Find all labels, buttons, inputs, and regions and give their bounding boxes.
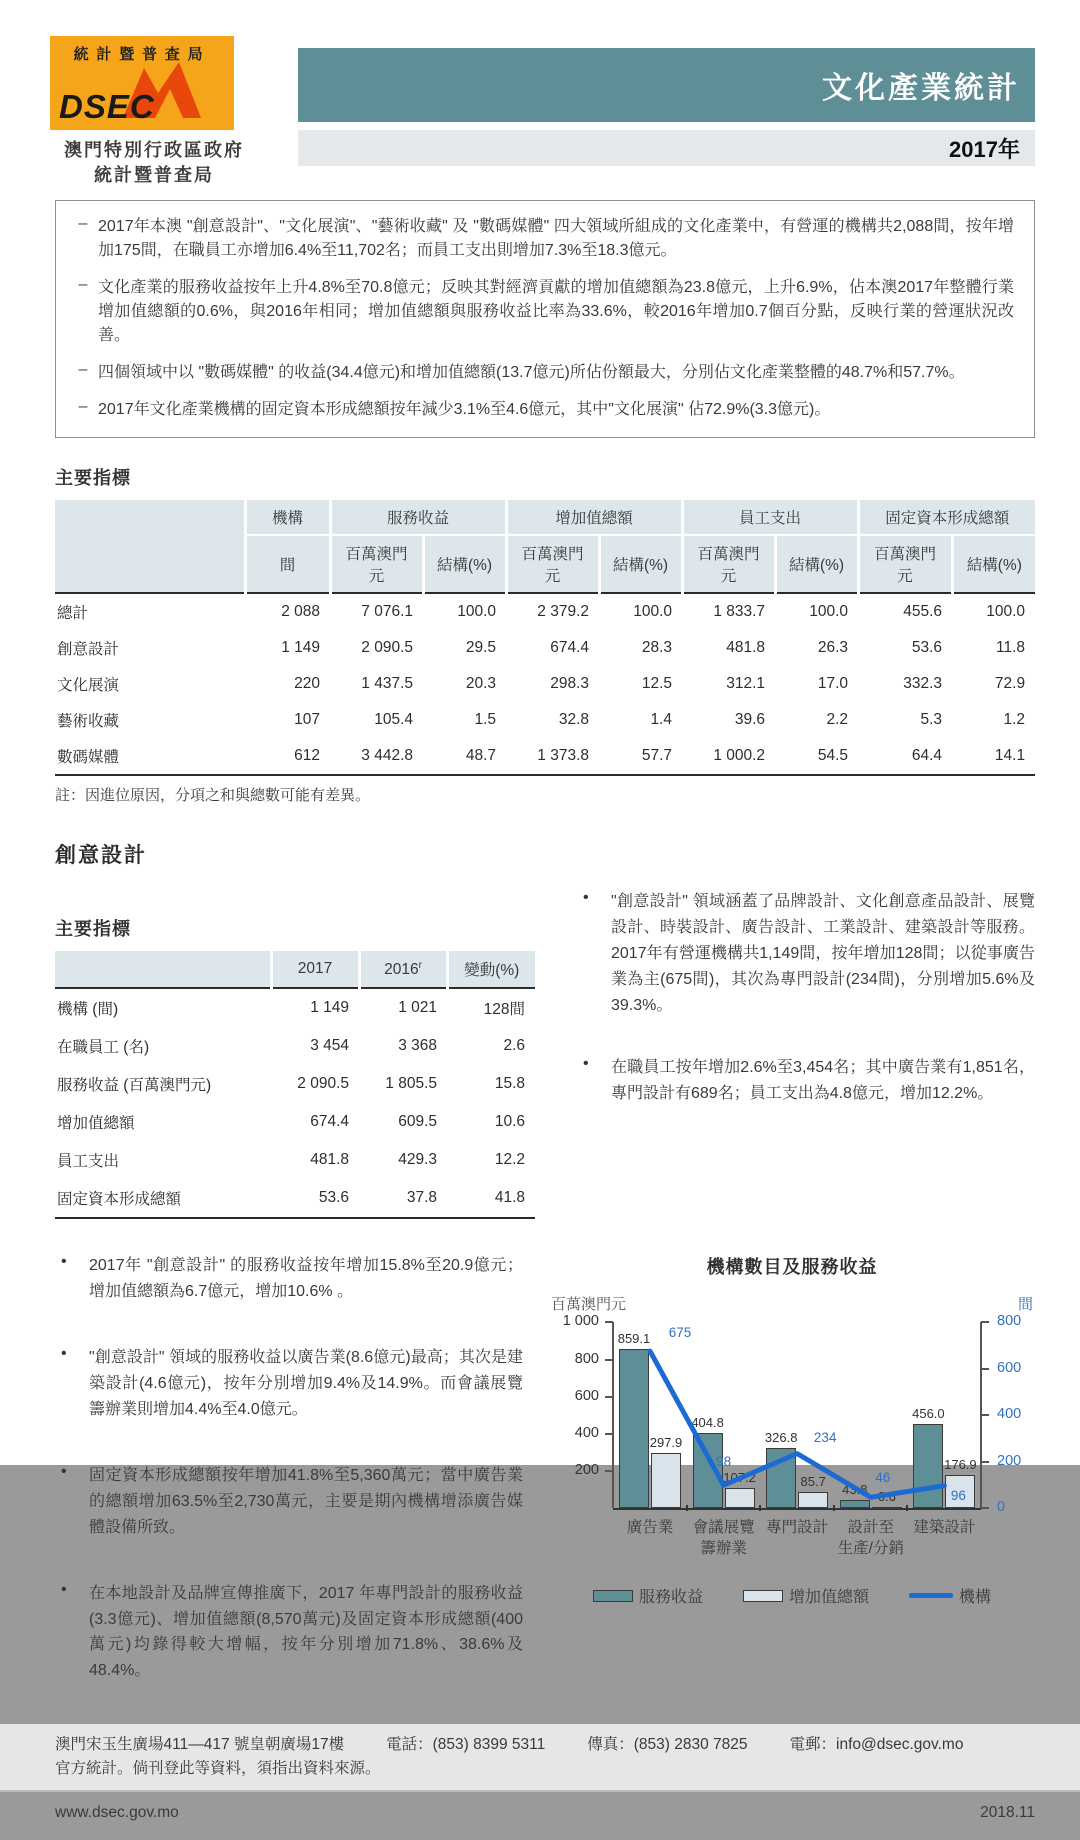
category-label: 廣告業 [626,1519,674,1537]
analysis-bullet-text: "創意設計" 領域的服務收益以廣告業(8.6億元)最高；其次是建築設計(4.6億元)，按年分別增加9.4%及14.9%。而會議展覽籌辦業則增加4.4%至4.0億元。 [89,1349,523,1418]
footer-official-note: 官方統計。倘刊登此等資料，須指出資料來源。 [55,1760,381,1778]
cell-value: 1.5 [474,711,497,729]
row-label: 固定資本形成總額 [57,1191,182,1209]
bar-value-label: 107.2 [723,1470,756,1486]
analysis-bullets-col [55,1253,523,1724]
cell-value: 612 [294,747,320,765]
cell-value: 128間 [483,1001,525,1019]
col-group-gross-value-added: 增加值總額 [506,500,682,535]
summary-bullet-text: 文化產業的服務收益按年上升4.8%至70.8億元；反映其對經濟貢獻的增加值總額為23.8億元，上升6.9%，佔本澳2017年整體行業增加值總額的0.6%，與2016年相同；增加值總額與服務收益比率為33.6%，較2016年增加0.7個百分點，反映行業的營運狀況改善。 [98,279,1014,345]
legend-gross-value-added: 增加值總額 [743,1584,869,1607]
summary-box [55,200,1035,438]
cell-value: 57.7 [641,747,673,765]
row-label: 總計 [57,605,89,623]
cell-value: 5.3 [920,711,943,729]
col-group-service-receipts: 服務收益 [330,500,506,535]
report-year: 2017年 [949,136,1020,162]
bar-value-label: 297.9 [649,1434,683,1450]
row-label: 機構 (間) [57,1001,119,1019]
cell-value: 41.8 [494,1189,525,1207]
col-2017: 2017 [271,951,359,988]
line-value-label: 46 [875,1469,891,1485]
subheader-mop: 百萬澳門元 [858,535,952,593]
cell-value: 1 833.7 [713,603,766,621]
analysis-bullet [55,1581,523,1685]
left-axis-tick [605,1321,613,1323]
left-axis-tick [605,1470,613,1472]
bar-gross-value-added [798,1492,828,1508]
cell-value: 2 090.5 [361,639,413,657]
row-label: 服務收益 (百萬澳門元) [57,1077,212,1095]
dsec-logo-box [50,36,234,130]
creative-design-top-region [55,889,1035,1219]
note-bullet-text: 在職員工按年增加2.6%至3,454名；其中廣告業有1,851名，專門設計有689名；員工支出為4.8億元，增加12.2%。 [611,1058,1035,1102]
note-bullet-text: "創意設計" 領域涵蓋了品牌設計、文化創意產品設計、展覽設計、時裝設計、廣告設計、工業設計、建築設計等服務。2017年有營運機構共1,149間，按年增加128間；以從事廣告業為主(675間)，其次為專門設計(234間)，分別增加5.6%及39.3%。 [611,893,1035,1014]
cell-value: 32.8 [558,711,590,729]
cell-value: 455.6 [903,603,943,621]
table-row [55,1103,535,1141]
chart-plot-area [549,1313,1035,1568]
left-axis-tick-label: 800 [574,1350,599,1367]
table-row [55,1141,535,1179]
summary-bullet [68,361,1014,385]
line-value-label: 98 [716,1453,732,1469]
analysis-bullet [55,1463,523,1541]
subheader-pct: 結構(%) [775,535,858,593]
baseline-group-tick [906,1505,908,1511]
cell-value: 53.6 [911,639,943,657]
line-value-label: 96 [950,1488,966,1504]
cell-value: 29.5 [465,639,497,657]
subheader-mop: 百萬澳門元 [506,535,599,593]
table-row [55,1027,535,1065]
table-row [55,593,1035,630]
bar-gross-value-added [651,1453,681,1508]
page-header [0,0,1080,188]
bar-value-label: 456.0 [912,1405,945,1421]
cell-value: 3 442.8 [361,747,413,765]
category-label: 專門設計 [766,1519,829,1537]
cell-value: 220 [294,675,320,693]
cell-value: 37.8 [406,1189,437,1207]
cell-value: 1 437.5 [361,675,413,693]
table-row [55,1065,535,1103]
axis-unit-labels [551,1293,1033,1314]
col-group-gross-fixed-capital: 固定資本形成總額 [858,500,1035,535]
logo-acronym: DSEC [59,88,155,125]
cell-value: 15.8 [494,1075,525,1093]
year-band [298,130,1035,166]
creative-design-notes-col [577,889,1035,1219]
cell-value: 1 149 [310,999,349,1017]
footer-contact-line [55,1733,1035,1757]
bullet-marker: • [61,1253,67,1271]
chart-title: 機構數目及服務收益 [706,1257,878,1278]
main-indicators-title: 主要指標 [55,468,131,489]
logo-subtitle [48,138,260,188]
cell-value: 100.0 [633,603,673,621]
cell-value: 12.5 [641,675,673,693]
subheader-pct: 結構(%) [952,535,1035,593]
cell-value: 14.1 [994,747,1026,765]
chart-legend [549,1584,1035,1607]
dash-marker: – [78,398,88,416]
cell-value: 1 805.5 [385,1075,437,1093]
note-bullet [577,1055,1035,1107]
cell-value: 332.3 [903,675,943,693]
right-axis-tick-label: 800 [997,1313,1022,1330]
main-indicators-table [55,500,1035,776]
summary-bullet-text: 2017年本澳 "創意設計"、"文化展演"、"藝術收藏" 及 "數碼媒體" 四大領域所組成的文化產業中，有營運的機構共2,088間，按年增加175間，在職員工亦增加6.4%至11,702名；而員工支出則增加7.3%至18.3億元。 [98,218,1014,260]
cell-value: 2 090.5 [297,1075,349,1093]
col-group-institutions: 機構 [245,500,330,535]
row-label: 員工支出 [57,1153,120,1171]
table-row [55,666,1035,702]
cell-value: 48.7 [465,747,497,765]
cell-value: 100.0 [986,603,1026,621]
cell-value: 72.9 [994,675,1026,693]
bar-value-label: 859.1 [617,1330,651,1346]
legend-swatch-line [909,1593,953,1598]
footer-issue-date: 2018.11 [980,1804,1035,1822]
analysis-bullet [55,1253,523,1305]
dash-marker: – [78,215,88,233]
bullet-marker: • [61,1345,67,1363]
left-axis-unit: 百萬澳門元 [551,1296,627,1314]
cell-value: 1 373.8 [537,747,590,765]
cell-value: 17.0 [817,675,849,693]
left-axis-line [612,1322,614,1508]
chart-col [549,1253,1035,1724]
legend-swatch-dark-bar [593,1590,633,1602]
left-axis-tick [605,1359,613,1361]
bar-service-receipts [619,1349,649,1509]
table-note: 註：因進位原因，分項之和與總數可能有差異。 [55,787,371,805]
logo-subtitle-line2: 統計暨普查局 [94,165,214,186]
col-group-staff-expenses: 員工支出 [682,500,858,535]
right-axis-tick-label: 600 [997,1359,1022,1376]
subheader-pct: 結構(%) [423,535,506,593]
cell-value: 2.6 [503,1037,525,1055]
bar-value-label: 326.8 [764,1429,798,1445]
row-label: 增加值總額 [57,1115,135,1133]
cell-value: 26.3 [817,639,849,657]
bar-service-receipts [766,1448,796,1509]
left-axis-tick-label: 1 000 [562,1313,599,1330]
row-label: 創意設計 [57,641,120,659]
table-corner-cell [55,951,271,988]
summary-bullet [68,398,1014,422]
header-right [298,36,1035,188]
right-axis-unit: 間 [1017,1296,1033,1314]
footer-bottom-row [0,1792,1080,1840]
left-axis-tick-label: 200 [574,1462,599,1479]
row-label: 在職員工 (名) [57,1039,150,1057]
x-axis-baseline [613,1508,981,1510]
cell-value: 609.5 [398,1113,437,1131]
legend-institutions: 機構 [909,1584,991,1607]
cell-value: 674.4 [310,1113,349,1131]
bar-value-label: 6.6 [877,1489,896,1505]
bar-value-label: 85.7 [800,1474,826,1490]
cell-value: 7 076.1 [361,603,413,621]
cell-value: 3 368 [398,1037,437,1055]
table-row [55,630,1035,666]
dash-marker: – [78,276,88,294]
analysis-bullet-text: 在本地設計及品牌宣傳推廣下，2017 年專門設計的服務收益(3.3億元)、增加值總額(8,570萬元)及固定資本形成總額(400萬元)均錄得較大增幅，按年分別增加71.8%、38.6%及48.4%。 [89,1584,523,1680]
creative-design-bottom-region [55,1253,1035,1724]
cell-value: 107 [294,711,320,729]
cell-value: 11.8 [996,639,1026,657]
bar-gross-value-added [725,1488,755,1508]
bar-value-label: 176.9 [944,1457,977,1473]
legend-service-receipts: 服務收益 [593,1584,703,1607]
dash-marker: – [78,361,88,379]
category-label: 建築設計 [913,1519,976,1537]
cell-value: 1.4 [650,711,673,729]
cell-value: 2.2 [826,711,849,729]
left-axis-tick-label: 400 [574,1424,599,1441]
cell-value: 1 021 [398,999,437,1017]
table-row [55,1179,535,1218]
line-value-label: 234 [813,1429,837,1445]
summary-bullet-text: 2017年文化產業機構的固定資本形成總額按年減少3.1%至4.6億元，其中"文化展演" 佔72.9%(3.3億元)。 [98,401,831,419]
analysis-bullet [55,1345,523,1423]
bar-service-receipts [913,1424,943,1509]
creative-design-title: 創意設計 [55,844,147,868]
logo-bureau-name: 統計暨普查局 [73,46,211,63]
logo-subtitle-line1: 澳門特別行政區政府 [64,140,244,160]
summary-bullet [68,215,1014,263]
row-label: 數碼媒體 [57,749,120,767]
cell-value: 674.4 [550,639,590,657]
creative-design-table-col [55,889,535,1219]
right-axis-tick [981,1321,989,1323]
cell-value: 2 088 [281,603,320,621]
chart-institutions-and-receipts [549,1253,1035,1607]
table-row [55,702,1035,738]
right-axis-tick [981,1368,989,1370]
table-row [55,988,535,1027]
line-value-label: 675 [668,1325,692,1341]
right-axis-tick [981,1461,989,1463]
report-title: 文化產業統計 [822,72,1020,105]
legend-swatch-light-bar [743,1590,783,1602]
cell-value: 481.8 [310,1151,349,1169]
sub-table-title: 主要指標 [55,919,131,940]
footer-website: www.dsec.gov.mo [55,1804,179,1822]
bullet-marker: • [583,889,589,907]
right-axis-tick-label: 400 [997,1406,1022,1423]
analysis-bullet-text: 固定資本形成總額按年增加41.8%至5,360萬元；當中廣告業的總額增加63.5%至2,730萬元，主要是期內機構增添廣告媒體設備所致。 [89,1466,523,1536]
category-label: 設計至 生產/分銷 [837,1519,904,1557]
row-label: 藝術收藏 [57,713,120,731]
cell-value: 105.4 [374,711,413,729]
cell-value: 1 149 [281,639,320,657]
cell-value: 429.3 [398,1151,437,1169]
bar-value-label: 404.8 [691,1415,724,1431]
left-axis-tick [605,1433,613,1435]
cell-value: 39.6 [734,711,766,729]
right-axis-tick-label: 0 [997,1499,1006,1516]
col-change: 變動(%) [447,951,535,988]
col-2016: 2016$^r$ [359,951,447,988]
baseline-group-tick [686,1505,688,1511]
cell-value: 10.6 [494,1113,525,1131]
cell-value: 64.4 [911,747,943,765]
row-label: 文化展演 [57,677,120,695]
footer-email: 電郵：info@dsec.gov.mo [789,1736,964,1754]
summary-bullet-text: 四個領域中以 "數碼媒體" 的收益(34.4億元)和增加值總額(13.7億元)所佔份額最大，分別佔文化產業整體的48.7%和57.7%。 [98,364,965,382]
footer-address: 澳門宋玉生廣場411—417 號皇朝廣場17樓 [55,1736,345,1754]
cell-value: 54.5 [817,747,849,765]
dsec-logo [48,36,270,188]
cell-value: 1 000.2 [713,747,766,765]
cell-value: 1.2 [1003,711,1026,729]
subheader-mop: 百萬澳門元 [682,535,775,593]
analysis-bullet-text: 2017年 "創意設計" 的服務收益按年增加15.8%至20.9億元；增加值總額為6.7億元，增加10.6% 。 [89,1257,523,1301]
footer-contact-band [0,1724,1080,1792]
cell-value: 2 379.2 [537,603,590,621]
left-axis-tick [605,1396,613,1398]
right-axis-tick-label: 200 [997,1452,1022,1469]
footer-phone: 電話：(853) 8399 5311 [386,1736,546,1754]
title-banner [298,48,1035,122]
category-label: 會議展覽 籌辦業 [692,1519,755,1557]
cell-value: 100.0 [809,603,849,621]
bullet-marker: • [61,1580,67,1598]
cell-value: 12.2 [494,1151,525,1169]
cell-value: 100.0 [457,603,497,621]
baseline-group-tick [833,1505,835,1511]
subheader-mop: 百萬澳門元 [330,535,423,593]
bar-gross-value-added [872,1507,902,1509]
footer-fax: 傳真：(853) 2830 7825 [587,1736,748,1754]
cell-value: 53.6 [318,1189,349,1207]
bullet-marker: • [583,1054,589,1072]
cell-value: 20.3 [465,675,497,693]
bullet-marker: • [61,1462,67,1480]
subheader-unit: 間 [245,535,330,593]
cell-value: 28.3 [641,639,673,657]
subheader-pct: 結構(%) [599,535,682,593]
cell-value: 312.1 [726,675,766,693]
cell-value: 298.3 [550,675,590,693]
bar-service-receipts [693,1433,723,1508]
right-axis-tick [981,1414,989,1416]
bar-service-receipts [840,1500,870,1508]
note-bullet [577,889,1035,1019]
left-axis-tick-label: 600 [574,1387,599,1404]
table-corner-cell [55,500,245,593]
cell-value: 481.8 [726,639,766,657]
bar-value-label: 43.8 [842,1482,868,1498]
summary-bullet [68,276,1014,348]
creative-design-indicators-table [55,951,535,1219]
baseline-group-tick [759,1505,761,1511]
right-axis-tick [981,1507,989,1509]
cell-value: 3 454 [310,1037,349,1055]
table-row [55,738,1035,775]
